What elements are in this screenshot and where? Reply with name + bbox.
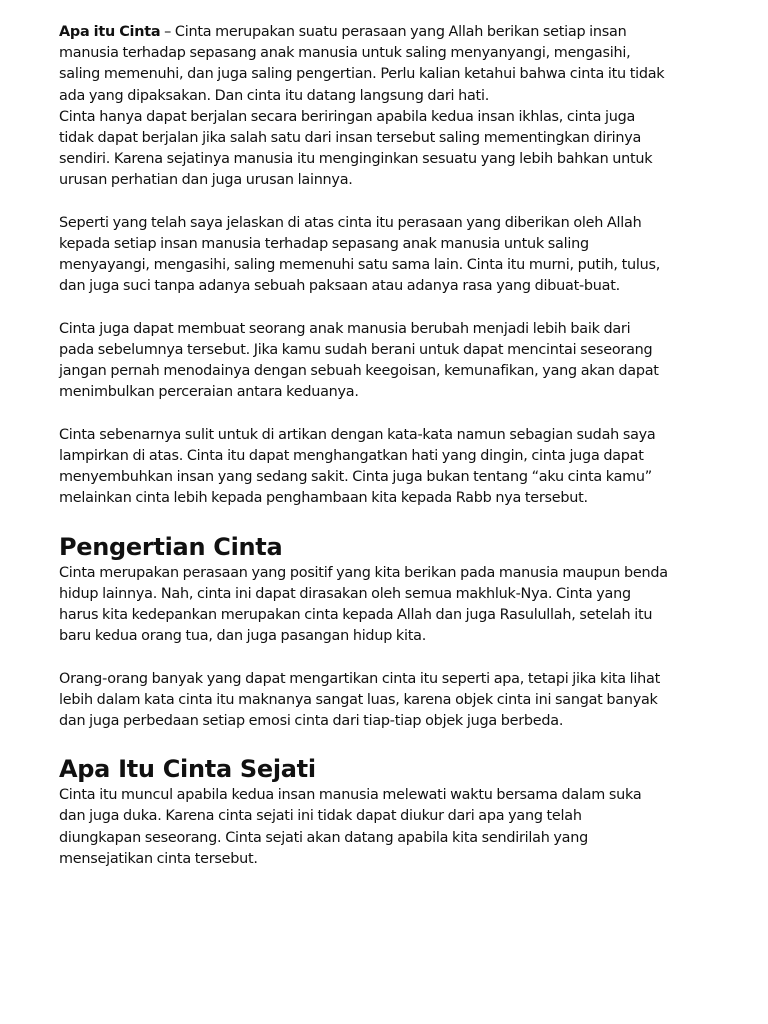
paragraph-line: ada yang dipaksakan. Dan cinta itu datang langsung dari hati. (59, 87, 490, 104)
section-paragraph (59, 563, 718, 648)
paragraph-line: manusia terhadap sepasang anak manusia untuk saling menyanyangi, mengasihi, (59, 45, 631, 62)
body-paragraph (59, 425, 718, 510)
paragraph-line: jangan pernah menodainya dengan sebuah keegoisan, kemunafikan, yang akan dapat (59, 363, 659, 380)
paragraph-line: dan juga perbedaan setiap emosi cinta dari tiap-tiap objek juga berbeda. (59, 713, 564, 730)
paragraph-spacer (59, 298, 718, 319)
body-paragraph (59, 319, 718, 404)
intro-lead-term: Apa itu Cinta (59, 24, 161, 40)
paragraph-line: kepada setiap insan manusia terhadap sepasang anak manusia untuk saling (59, 236, 589, 253)
paragraph-line: saling memenuhi, dan juga saling pengertian. Perlu kalian ketahui bahwa cinta itu tidak (59, 66, 665, 83)
paragraph-line: sendiri. Karena sejatinya manusia itu menginginkan sesuatu yang lebih bahkan untuk (59, 151, 653, 168)
intro-paragraph (59, 22, 718, 192)
paragraph-line: dan juga suci tanpa adanya sebuah paksaan atau adanya rasa yang dibuat-buat. (59, 278, 620, 295)
intro-line-text: – Cinta merupakan suatu perasaan yang Allah berikan setiap insan (160, 24, 627, 40)
section-heading: Pengertian Cinta (59, 532, 283, 561)
paragraph-line: menyayangi, mengasihi, saling memenuhi satu sama lain. Cinta itu murni, putih, tulus, (59, 257, 661, 274)
paragraph-spacer (59, 192, 718, 213)
paragraph-line: Cinta sebenarnya sulit untuk di artikan dengan kata-kata namun sebagian sudah saya (59, 426, 656, 443)
paragraph-line: Cinta juga dapat membuat seorang anak manusia berubah menjadi lebih baik dari (59, 320, 631, 337)
paragraph-line: Cinta hanya dapat berjalan secara beriringan apabila kedua insan ikhlas, cinta juga (59, 108, 636, 125)
paragraph-line: baru kedua orang tua, dan juga pasangan hidup kita. (59, 628, 427, 645)
paragraph-line: Seperti yang telah saya jelaskan di atas cinta itu perasaan yang diberikan oleh Allah (59, 214, 642, 231)
section-spacer (59, 732, 718, 753)
section-paragraph (59, 669, 718, 733)
section-heading: Apa Itu Cinta Sejati (59, 755, 316, 784)
paragraph-line: lampirkan di atas. Cinta itu dapat menghangatkan hati yang dingin, cinta juga dapat (59, 448, 644, 465)
section-paragraph (59, 785, 718, 870)
paragraph-line: tidak dapat berjalan jika salah satu dari insan tersebut saling mementingkan dirinya (59, 130, 642, 147)
paragraph-line: Cinta merupakan perasaan yang positif yang kita berikan pada manusia maupun benda (59, 564, 668, 581)
paragraph-line: urusan perhatian dan juga urusan lainnya. (59, 172, 353, 189)
paragraph-line: pada sebelumnya tersebut. Jika kamu sudah berani untuk dapat mencintai seseorang (59, 342, 653, 359)
paragraph-line: hidup lainnya. Nah, cinta ini dapat dirasakan oleh semua makhluk-Nya. Cinta yang (59, 585, 631, 602)
paragraph-line: Cinta itu muncul apabila kedua insan manusia melewati waktu bersama dalam suka (59, 787, 642, 804)
paragraph-line: menimbulkan perceraian antara keduanya. (59, 384, 359, 401)
paragraph-line: dan juga duka. Karena cinta sejati ini tidak dapat diukur dari apa yang telah (59, 808, 582, 825)
paragraph-spacer (59, 404, 718, 425)
section-spacer (59, 510, 718, 531)
paragraph-line: lebih dalam kata cinta itu maknanya sangat luas, karena objek cinta ini sangat banyak (59, 691, 658, 708)
paragraph-line: mensejatikan cinta tersebut. (59, 850, 258, 867)
body-paragraph (59, 213, 718, 298)
paragraph-line: diungkapan seseorang. Cinta sejati akan datang apabila kita sendirilah yang (59, 829, 588, 846)
paragraph-line: menyembuhkan insan yang sedang sakit. Cinta juga bukan tentang “aku cinta kamu” (59, 469, 652, 486)
paragraph-line: melainkan cinta lebih kepada penghambaan kita kepada Rabb nya tersebut. (59, 490, 588, 507)
paragraph-line: Orang-orang banyak yang dapat mengartikan cinta itu seperti apa, tetapi jika kita lihat (59, 670, 660, 687)
paragraph-line (59, 22, 718, 43)
paragraph-line: harus kita kedepankan merupakan cinta kepada Allah dan juga Rasulullah, setelah itu (59, 607, 653, 624)
paragraph-spacer (59, 647, 718, 668)
